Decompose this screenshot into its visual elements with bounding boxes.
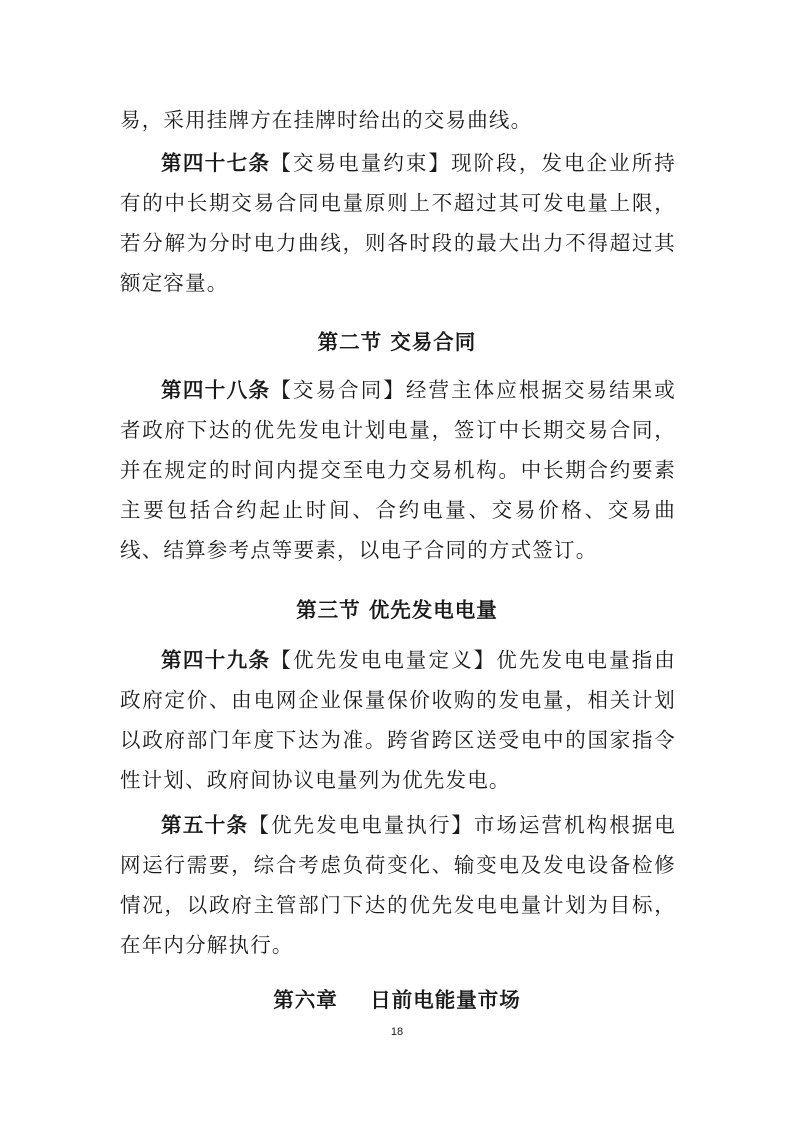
article-50-title: 第五十条 [161, 813, 249, 837]
chapter-6-heading: 第六章 日前电能量市场 [273, 988, 521, 1012]
article-49-title: 第四十九条 [161, 648, 271, 672]
article-49 [120, 640, 676, 800]
article-48 [120, 370, 676, 570]
article-50 [120, 805, 676, 965]
section-2-heading: 第二节 交易合同 [317, 330, 477, 354]
section-3-heading: 第三节 优先发电电量 [296, 598, 498, 622]
article-47-title: 第四十七条 [161, 151, 271, 175]
page-number: 18 [390, 1026, 404, 1038]
article-48-text: 【交易合同】经营主体应根据交易结果或者政府下达的优先发电计划电量，签订中长期交易合同，并在规定的时间内提交至电力交易机构。中长期合约要素主要包括合约起止时间、合约电量、交易价格、交易曲线、结算参考点等要素，以电子合同的方式签订。 [120, 378, 677, 562]
article-47-text: 【交易电量约束】现阶段，发电企业所持有的中长期交易合同电量原则上不超过其可发电量上限，若分解为分时电力曲线，则各时段的最大出力不得超过其额定容量。 [120, 151, 677, 295]
paragraph-continuation: 易，采用挂牌方在挂牌时给出的交易曲线。 [120, 108, 533, 132]
article-49-text: 【优先发电电量定义】优先发电电量指由政府定价、由电网企业保量保价收购的发电量，相关计划以政府部门年度下达为准。跨省跨区送受电中的国家指令性计划、政府间协议电量列为优先发电。 [120, 648, 677, 792]
article-48-title: 第四十八条 [161, 378, 271, 402]
article-47 [120, 143, 676, 303]
article-50-text: 【优先发电电量执行】市场运营机构根据电网运行需要，综合考虑负荷变化、输变电及发电设备检修情况，以政府主管部门下达的优先发电电量计划为目标，在年内分解执行。 [120, 813, 676, 957]
